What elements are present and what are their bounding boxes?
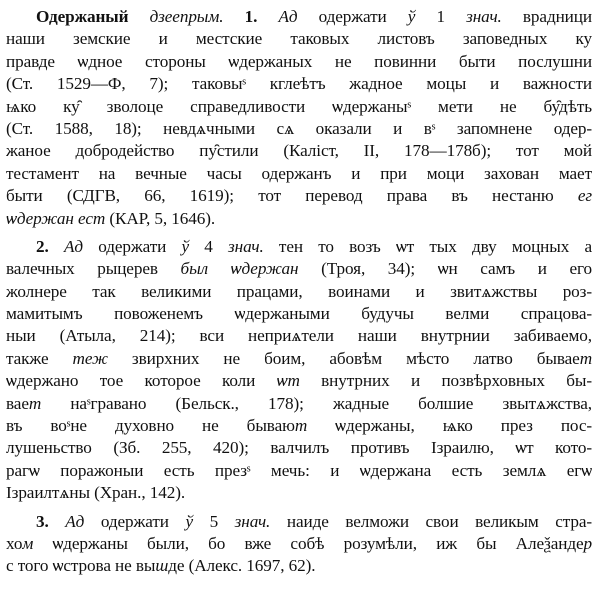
text-run: наши земские и местские таковых листовъ заповедных ку	[6, 29, 592, 49]
text-line	[6, 437, 592, 459]
text-run: мамитымъ повоженемъ ѡдержаными будучы велми спрацова-	[6, 304, 592, 324]
text-run	[49, 512, 66, 531]
italic-run: т	[28, 393, 42, 413]
text-run: валечных рыцерев	[6, 259, 181, 279]
text-line	[6, 533, 592, 555]
text-line	[6, 281, 592, 303]
text-line	[6, 348, 592, 370]
italic-run: ѡдержан ест	[6, 208, 106, 228]
italic-run: был ѡдержан	[180, 259, 299, 279]
text-run: наˢгравано (Бельск., 178); жадные болшие звытѧжства,	[41, 393, 592, 413]
text-line	[6, 51, 592, 73]
text-run: быти (СДГВ, 66, 1619); тот перевод права въ нестаню	[6, 186, 578, 206]
text-run: ѩко ку̑ зволоце справедливости ѡдержаныˢ мети не бу̑дѣть	[6, 96, 592, 116]
italic-run: т	[579, 348, 592, 368]
text-line	[6, 258, 592, 280]
text-run: одержати	[82, 236, 182, 256]
text-line	[6, 118, 592, 140]
text-run	[49, 237, 64, 256]
text-run: жолнере так великими працами, воинами и звитѧжствы роз-	[6, 281, 592, 301]
text-run: врадници	[501, 7, 592, 26]
text-line	[6, 96, 592, 118]
text-run: вае	[6, 393, 29, 413]
text-line	[6, 555, 592, 577]
text-run	[223, 7, 244, 26]
italic-run: Ад	[65, 511, 85, 531]
entry-paragraph-3	[6, 511, 592, 578]
text-line	[6, 73, 592, 95]
text-line	[6, 482, 592, 504]
text-run: 4	[189, 236, 229, 256]
text-line	[6, 163, 592, 185]
text-line	[6, 208, 592, 230]
text-run: звирхних не боим, абовѣм мѣсто латво бывае	[107, 348, 580, 368]
italic-run: знач.	[466, 7, 502, 26]
text-run: наиде велможи свои великым стра-	[270, 511, 592, 531]
bold-run: 3.	[36, 511, 49, 531]
text-run: (КАР, 5, 1646).	[105, 208, 216, 228]
text-run: ѡдержаны, ѩко през пос-	[307, 416, 592, 436]
text-run: въ воˢне духовно не бываю	[6, 416, 295, 436]
text-run: хо	[6, 533, 23, 553]
text-run: одержати	[84, 511, 186, 531]
bold-run: 2.	[36, 236, 49, 256]
text-run: правде ѡдное стороны ѡдержаных не повинни быти послушни	[6, 51, 592, 71]
text-run: де (Алекс. 1697, 62).	[168, 556, 316, 576]
italic-run: ег	[577, 186, 592, 206]
italic-run: т	[294, 416, 308, 436]
text-line	[6, 511, 592, 533]
text-run: рагѡ поражоныи есть презˢ мечь: и ѡдержана есть землѧ егѡ	[6, 460, 592, 480]
text-line	[6, 460, 592, 482]
italic-run: знач.	[234, 511, 271, 531]
text-run: (Ст. 1529—Ф, 7); таковыˢ кглеѣтъ жадное моцы и важности	[6, 74, 592, 94]
text-run	[128, 7, 149, 26]
text-run: лушеньство (Зб. 255, 420); валчилъ противъ Ізраилю, ѡт кото-	[6, 438, 592, 458]
text-line	[6, 28, 592, 50]
text-line	[6, 415, 592, 437]
text-run: ѡдержано тое которое коли	[6, 371, 277, 391]
italic-run: р	[583, 533, 592, 553]
italic-run: Ад	[278, 7, 298, 26]
italic-run: знач.	[228, 236, 264, 256]
italic-run: Ад	[63, 236, 83, 256]
text-run: ѡдержаны были, бо вже собѣ розумѣли, иж бы Алеѯанде	[33, 533, 584, 553]
italic-run: ў	[407, 7, 416, 26]
text-line	[6, 370, 592, 392]
text-run	[257, 7, 278, 26]
bold-run: 1.	[244, 7, 258, 26]
text-run: ныи (Атыла, 214); вси неприѧтели наши внутрнии забиваемо,	[6, 326, 592, 346]
bold-run: Одержаный	[36, 7, 129, 26]
text-run: внутрних и позвѣрховных бы-	[299, 371, 592, 391]
italic-run: ш	[155, 556, 169, 576]
text-run: 1	[415, 7, 467, 26]
entry-paragraph-1	[6, 6, 592, 230]
text-run: тестамент на вечные часы одержанъ и при моци захован мает	[6, 163, 592, 183]
text-line	[6, 185, 592, 207]
text-run: Ізраилтѧны (Хран., 142).	[6, 483, 186, 503]
text-run: одержати	[297, 7, 408, 26]
italic-run: м	[22, 533, 34, 553]
text-run: 5	[193, 511, 235, 531]
text-run: (Троя, 34); ѡн самъ и его	[298, 259, 592, 279]
dictionary-entry	[6, 6, 592, 578]
text-line	[6, 325, 592, 347]
italic-run: ў	[185, 511, 193, 531]
text-run: с того ѡстрова не вы	[6, 556, 156, 576]
text-line	[6, 6, 592, 28]
text-line	[6, 393, 592, 415]
italic-run: ў	[181, 236, 190, 256]
italic-run: ѡт	[276, 371, 300, 391]
text-line	[6, 303, 592, 325]
text-line	[6, 236, 592, 258]
entry-paragraph-2	[6, 236, 592, 505]
text-run: (Ст. 1588, 18); невдѧчными сѧ оказали и вˢ запомнене одер-	[6, 118, 592, 138]
italic-run: дзеепрым.	[149, 7, 224, 26]
text-line	[6, 140, 592, 162]
text-run: жаное добродейство пу̑стили (Каліст, II, 178—178б); тот мой	[6, 141, 592, 161]
italic-run: теж	[72, 348, 108, 368]
text-run: также	[6, 348, 73, 368]
text-run: тен то возъ ѡт тых дву моцных а	[263, 236, 592, 256]
